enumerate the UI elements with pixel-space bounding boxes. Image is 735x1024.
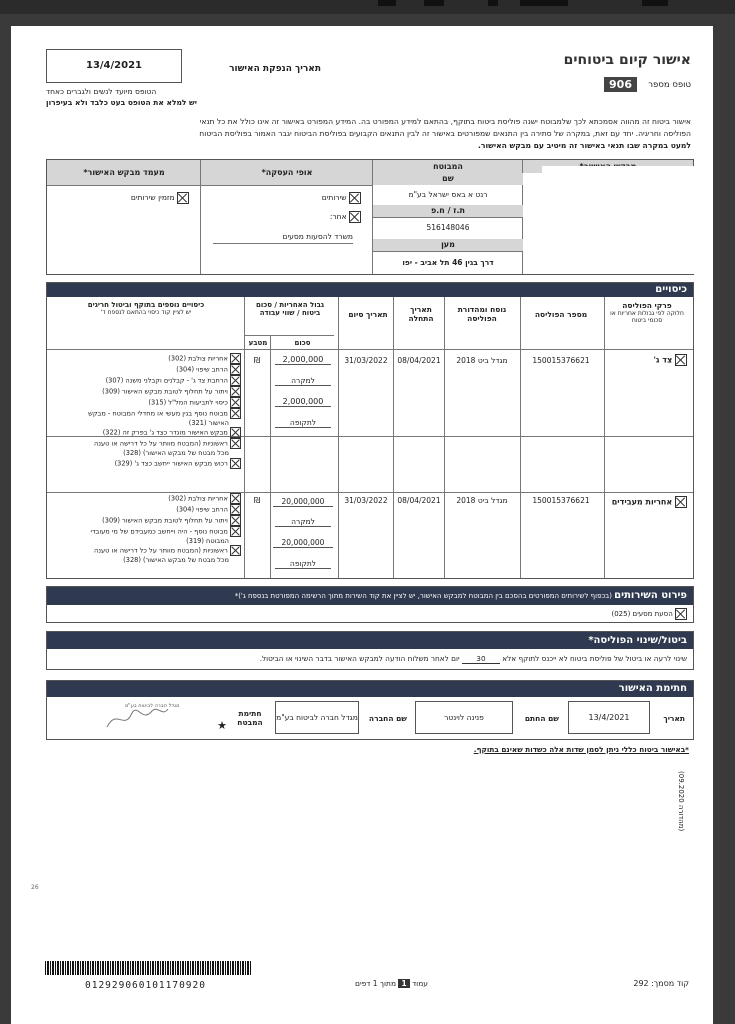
nature-other-text: משרד להסעות מסעים <box>213 232 353 244</box>
sign-date: 13/4/2021 <box>568 701 650 734</box>
toolbar-icon[interactable] <box>488 0 498 6</box>
currency-label: מטבע <box>245 335 271 350</box>
signature-section <box>46 680 694 740</box>
row1-start: 08/04/2021 <box>397 356 441 365</box>
pen-note: יש למלא את הטופס בעט כלבד ולא בעיפרון <box>46 98 197 107</box>
nature-header: אופי העסקה* <box>200 160 373 185</box>
col-chapters: פרקי הפוליסה חלוקה לפי גבולות אחריות או סכומי ביטוח <box>610 301 684 324</box>
nature-services: שירותים <box>322 192 361 204</box>
checkbox-checked-icon[interactable] <box>177 192 189 204</box>
edition-note: (מהדורה 09.2020) <box>677 771 685 832</box>
nature-other: אחר: <box>330 211 361 223</box>
row1-end: 31/03/2022 <box>344 356 388 365</box>
service-item: הסעת מסעים (025) <box>611 608 687 620</box>
row1-currency: ₪ <box>253 356 261 365</box>
coverage-title: כיסויים <box>47 283 693 297</box>
row2-per1: למקרה <box>275 517 331 527</box>
viewer-toolbar <box>0 0 735 14</box>
insured-name: רנט א באס ישראל בע"מ <box>373 185 523 206</box>
doc-code: קוד מסמך: 292 <box>633 979 689 988</box>
cancel-days: 30 <box>462 654 500 664</box>
side-number: 26 <box>31 884 39 891</box>
insured-header: המבוטח <box>372 160 523 174</box>
col-extras: כיסויים נוספים בתוקף וביטול חריגים יש לציין קוד כיסוי בהתאם לנספח ד' <box>87 301 205 316</box>
sig-label: חתימת המבטח <box>237 709 263 727</box>
insured-address: דרך בגין 46 תל אביב - יפו <box>402 258 494 267</box>
page-title: אישור קיום ביטוחים <box>563 52 691 68</box>
row2-start: 08/04/2021 <box>397 496 441 505</box>
services-section <box>46 586 694 623</box>
row1-amount2: 2,000,000 <box>275 397 331 407</box>
row2-amount2: 20,000,000 <box>273 538 333 548</box>
row1-amount1: 2,000,000 <box>275 355 331 365</box>
sign-title: חתימת האישור <box>47 681 693 697</box>
signature-image <box>102 703 172 733</box>
signature-stamp: מגדל חברה לביטוח בע"מ <box>124 703 180 709</box>
issue-date-field[interactable]: 13/4/2021 <box>46 49 182 83</box>
signer-label: שם החתם <box>524 714 559 723</box>
col-limit: גבול האחריות / סכום ביטוח / שווי עבודה <box>255 301 325 317</box>
star-icon: ★ <box>217 719 227 732</box>
status-client: מזמין שירותים <box>131 192 189 204</box>
row2-currency: ₪ <box>253 496 261 505</box>
toolbar-icon[interactable] <box>424 0 444 6</box>
col-start: תאריך התחלה <box>408 305 434 323</box>
toolbar-button[interactable] <box>642 0 668 6</box>
row1-per2: לתקופה <box>275 418 331 428</box>
page-indicator: עמוד 1 מתוך 1 דפים <box>354 979 428 988</box>
row2-extras: אחריות צולבת (302) הרחב שיפוי (304) ויתור על תחלוף לטובת מבקש האישור (309) מבוטח נוסף - היה וייחשב כמעבידם של מי מעובדי המבוטח (319) ראשוניות (המבטח מוותר על כל דרישה או טענה מכל מבטח של מבקש האישור) (328) <box>51 493 241 565</box>
row1-per1: למקרה <box>275 376 331 386</box>
issue-date-label: תאריך הנפקת האישור <box>229 64 321 74</box>
toolbar-button[interactable] <box>520 0 568 6</box>
checkbox-checked-icon[interactable] <box>675 496 687 508</box>
redaction-box <box>542 166 713 274</box>
col-end: תאריך סיום <box>348 310 388 319</box>
toolbar-icon[interactable] <box>378 0 396 6</box>
checkbox-checked-icon[interactable] <box>349 192 361 204</box>
coverage-section <box>46 282 694 579</box>
company-label: שם החברה <box>368 714 407 723</box>
footnote: *באישור ביטוח כללי ניתן לסמן שדות אלה כשדות שאינם בתוקף. <box>473 745 689 754</box>
status-header: מעמד מבקש האישור* <box>47 160 201 185</box>
row1-edition: מגדל ביט 2018 <box>456 356 508 365</box>
company-name: מגדל חברה לביטוח בע"מ <box>275 701 359 734</box>
address-label: מען <box>373 239 523 252</box>
amount-label: סכום <box>270 335 334 350</box>
cancel-text: שינוי לרעה או ביטול של פוליסת ביטוח לא ייכנס לתוקף אלא 30 יום לאחר משלוח הודעה למבקש האישור בדבר השינוי או הביטול. <box>259 654 687 663</box>
row2-policy: 150015376621 <box>532 496 590 505</box>
row1-chapter: צד ג' <box>653 354 687 366</box>
checkbox-checked-icon[interactable] <box>675 608 687 620</box>
row2-end: 31/03/2022 <box>344 496 388 505</box>
checkbox-checked-icon[interactable] <box>349 211 361 223</box>
cancel-section <box>46 631 694 670</box>
cancel-title: ביטול/שינוי הפוליסה* <box>47 632 693 649</box>
barcode-number: 012929060101170920 <box>85 980 206 991</box>
row1-policy: 150015376621 <box>532 356 590 365</box>
services-header: פירוט השירותים (בכפוף לשירותים המפורטים בהסכם בין המבוטח למבקש האישור, יש לציין את קוד השירות מתוך הרשימה המפורטת בנספח ג')* <box>47 587 693 605</box>
col-edition: נוסח ומהדורת הפוליסה <box>457 305 507 323</box>
form-number-label: טופס מספר <box>648 80 691 90</box>
row2-amount1: 20,000,000 <box>273 497 333 507</box>
id-label: ת.ז / ח.פ <box>373 205 523 218</box>
col-policy-number: מספר הפוליסה <box>534 310 588 319</box>
sign-date-label: תאריך <box>663 714 685 723</box>
row1-extras: אחריות צולבת (302) הרחב שיפוי (304) הרחבת צד ג' - קבלנים וקבלני משנה (307) ויתור על תחלוף לטובת מבקש האישור (309) כיסוי לתביעות המל"ל (315) מבוטח נוסף בגין מעשי או מחדלי המבוטח - מבקש האישור (321) מבקש האישור מוגדר כצד ג' בפרק זה (322) ראשוניות (המבטח מוותר על כל דרישה או טענה מכל מבטח של מבקש האישור) (328) רכוש מבקש האישור ייחשב כצד ג' (329) <box>51 353 241 469</box>
checkbox-checked-icon[interactable] <box>675 354 687 366</box>
signer-name: פנינה לוינטר <box>415 701 513 734</box>
row2-chapter: אחריות מעבידים <box>612 496 687 508</box>
name-label: שם <box>373 173 523 185</box>
gender-note: הטופס מיועד לנשים ולגברים כאחד <box>46 87 157 96</box>
insured-id: 516148046 <box>373 217 523 240</box>
document-page <box>11 26 713 1024</box>
intro-text: אישור ביטוח זה מהווה אסמכתא לכך שלמבוטח ישנה פוליסת ביטוח בתוקף, בהתאם למידע המפורט בה. המידע המפורט באישור זה אינו כולל את כל תנאי הפוליסה וחריגיה. יחד עם זאת, במקרה של סתירה בין התנאים שמפורטים באישור זה לבין התנאים הקבועים בפוליסת הביטוח יגבר האמור בפוליסת הביטוח למעט במקרה שבו תנאי באישור זה מיטיב עם מבקש האישור. <box>199 117 691 150</box>
row2-edition: מגדל ביט 2018 <box>456 496 508 505</box>
form-number-badge: 906 <box>604 77 637 92</box>
row2-per2: לתקופה <box>275 559 331 569</box>
barcode-icon <box>45 961 251 975</box>
